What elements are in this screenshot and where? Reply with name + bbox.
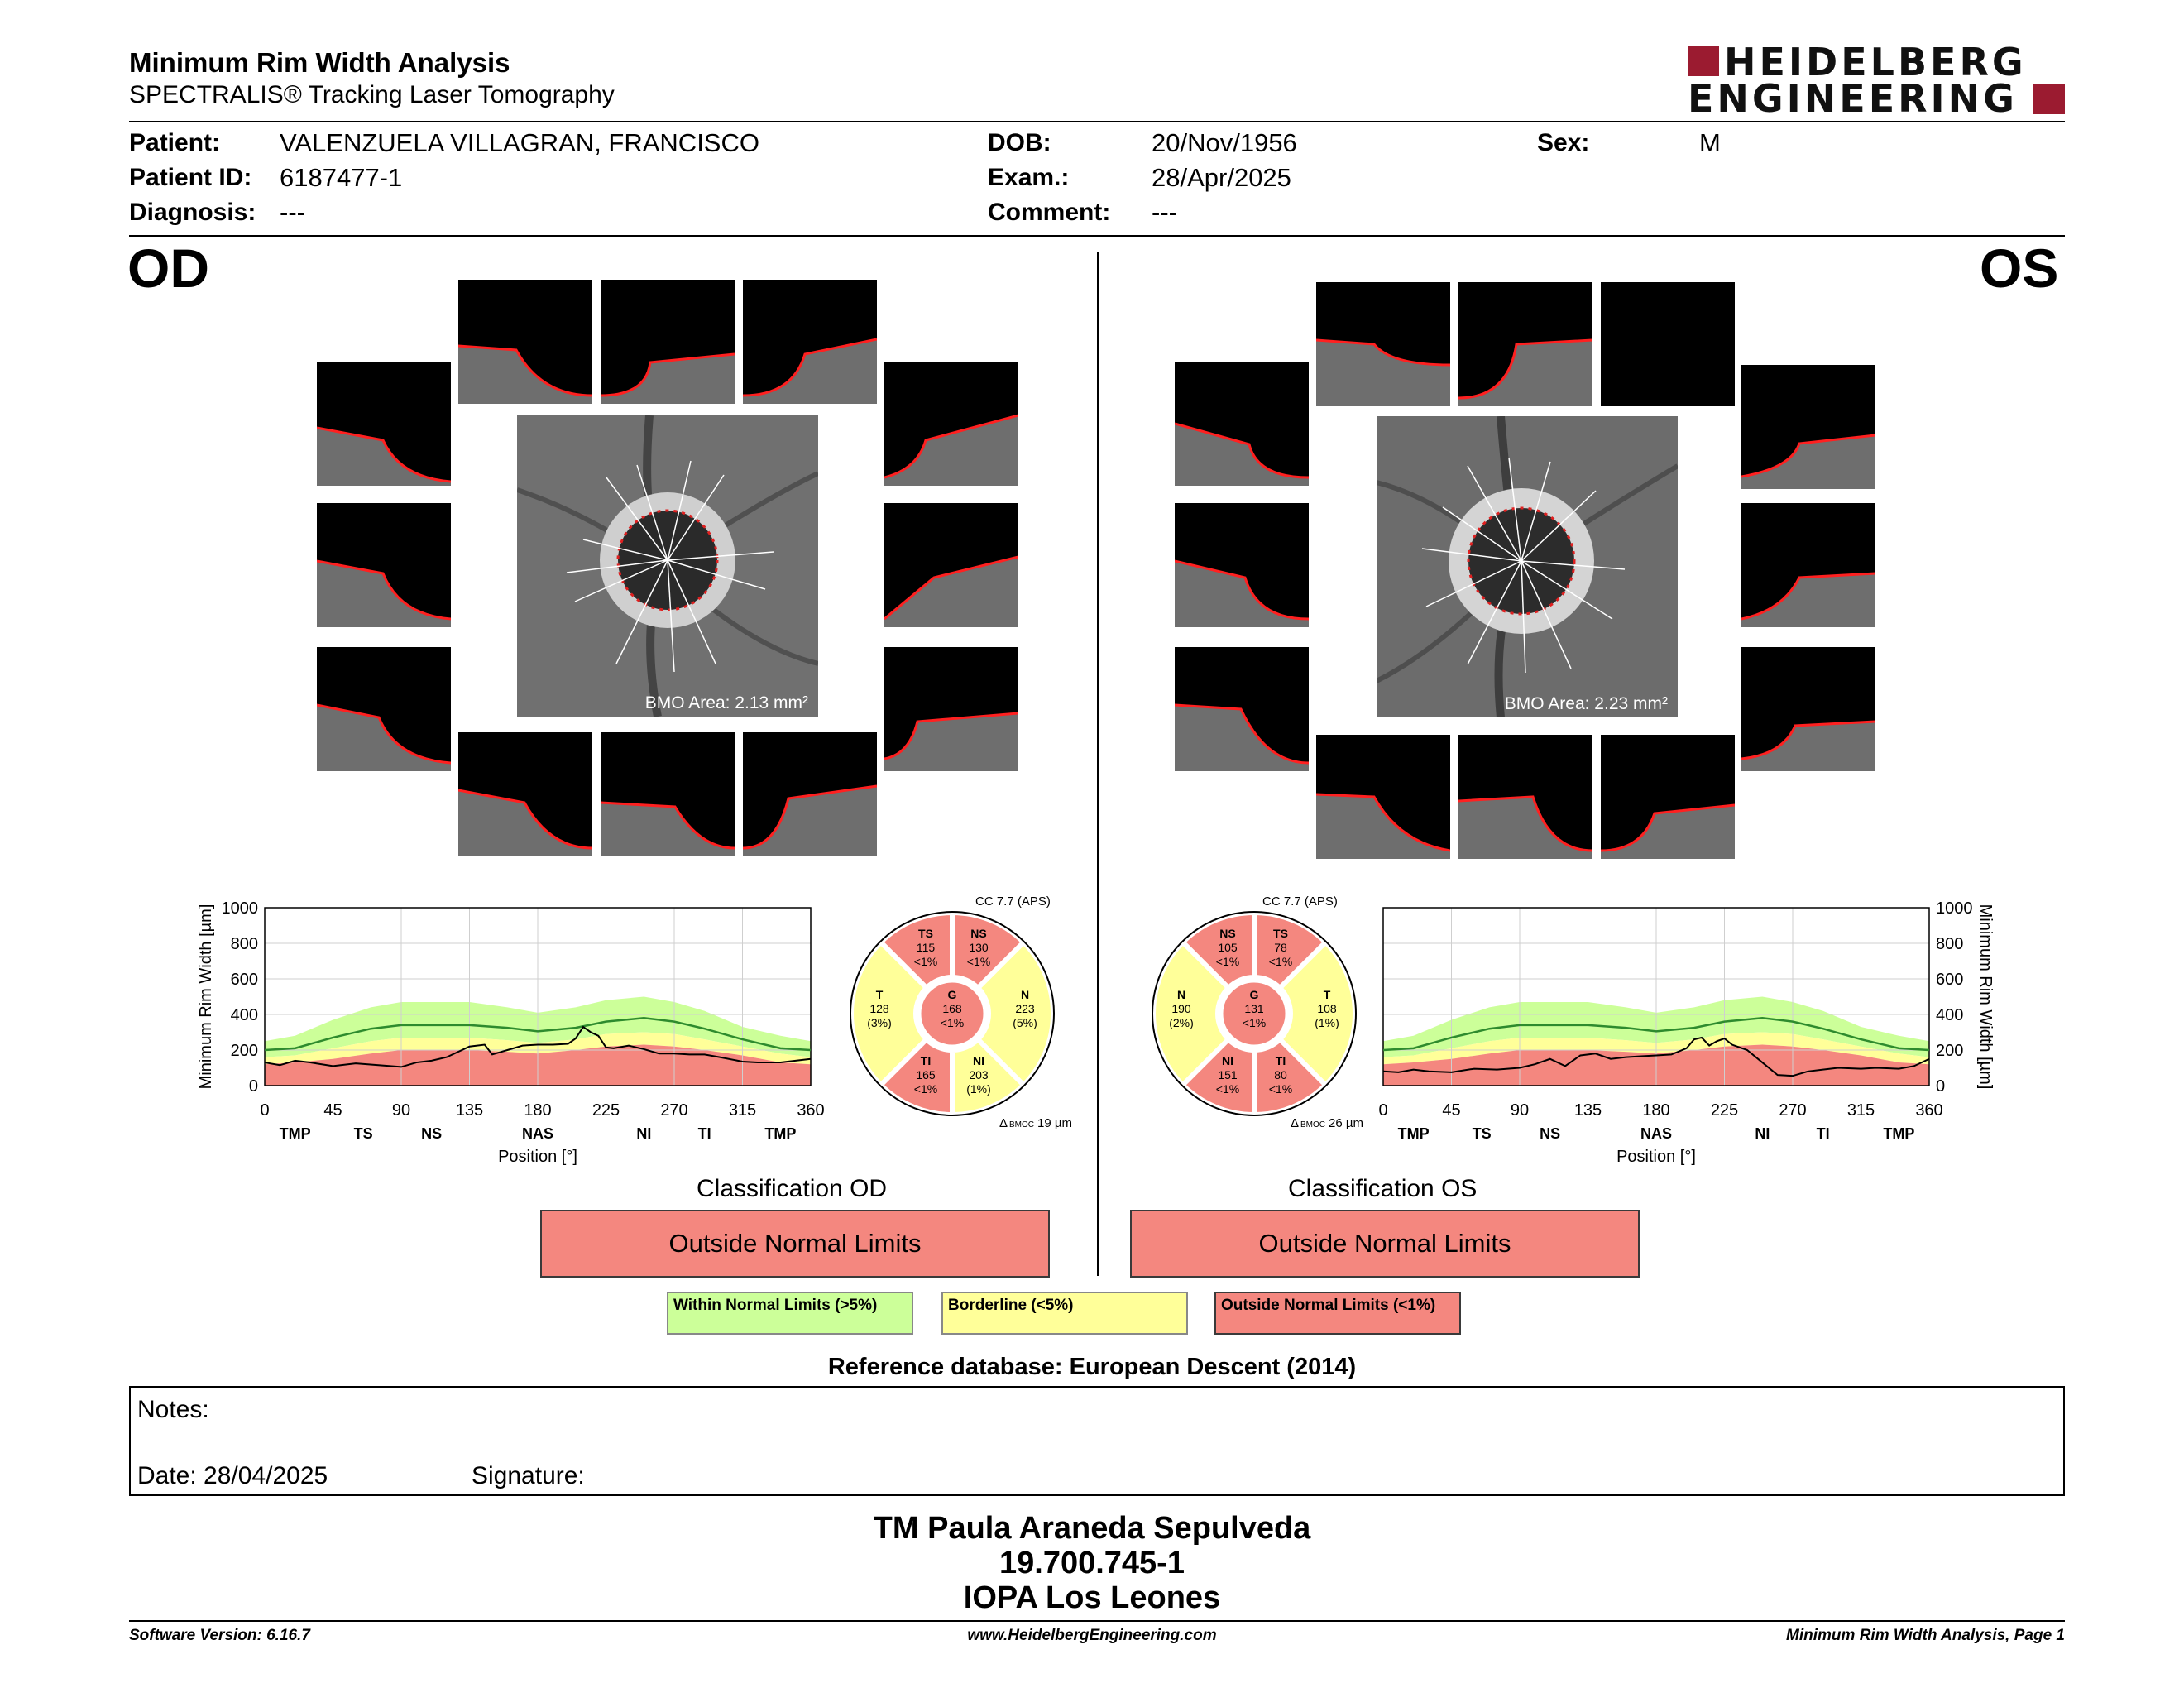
sector-diagram-os — [1133, 890, 1382, 1129]
bscan-os-left-3 — [1175, 647, 1309, 771]
sector-value-ni: 203 — [969, 1068, 989, 1081]
classification-od-result: Outside Normal Limits — [540, 1210, 1050, 1278]
sector-pct-g: <1% — [940, 1016, 965, 1029]
comment-label: Comment: — [988, 199, 1111, 226]
od-eye-label: OD — [127, 237, 209, 299]
dob-label: DOB: — [988, 129, 1051, 156]
bmo-area-od: BMO Area: 2.13 mm² — [644, 693, 808, 712]
classification-os-result: Outside Normal Limits — [1130, 1210, 1640, 1278]
sector-name-ti: TI — [920, 1054, 932, 1067]
bscan-od-left-3 — [317, 647, 451, 771]
bscan-os-bottom-3 — [1601, 735, 1735, 859]
bscan-od-left-2 — [317, 503, 451, 627]
date-label: Date: 28/04/2025 — [137, 1462, 328, 1489]
bmoc-sub: BMOC — [1300, 1120, 1325, 1129]
sector-pct-ni: (1%) — [966, 1082, 991, 1096]
sector-axis-label: TMP — [1883, 1125, 1915, 1142]
sector-value-g: 168 — [942, 1002, 962, 1015]
sector-name-ns: NS — [1219, 927, 1236, 940]
x-tick-label: 270 — [1779, 1101, 1807, 1120]
logo-line-2: ENGINEERING — [1688, 76, 2018, 121]
header-divider — [129, 121, 2065, 122]
legend-borderline: Borderline (<5%) — [941, 1292, 1188, 1335]
patient-value: VALENZUELA VILLAGRAN, FRANCISCO — [280, 128, 759, 157]
sector-name-t: T — [1323, 988, 1331, 1001]
sector-pct-t: (3%) — [867, 1016, 892, 1029]
bscan-os-left-2 — [1175, 503, 1309, 627]
x-tick-label: 315 — [1846, 1101, 1875, 1120]
y-tick-label: 600 — [1936, 971, 1964, 989]
y-tick-label: 600 — [230, 971, 258, 989]
x-tick-label: 225 — [1710, 1101, 1739, 1120]
bscan-od-bottom-2 — [601, 732, 735, 856]
y-tick-label: 1000 — [1936, 899, 1973, 918]
patient-divider — [129, 235, 2065, 237]
y-tick-label: 400 — [1936, 1006, 1964, 1024]
bscan-od-top-3 — [743, 280, 877, 404]
x-tick-label: 360 — [797, 1101, 825, 1120]
sector-axis-label: TMP — [764, 1125, 797, 1142]
bscan-od-bottom-1 — [458, 732, 592, 856]
mrw-chart-os-svg — [1334, 894, 1995, 1175]
x-tick-label: 90 — [391, 1101, 411, 1120]
bscan-od-top-1 — [458, 280, 592, 404]
sector-value-ts: 115 — [916, 941, 936, 954]
bscan-os-bottom-2 — [1458, 735, 1592, 859]
bscan-od-top-2 — [601, 280, 735, 404]
fundus-image-os — [1377, 416, 1678, 717]
x-tick-label: 225 — [592, 1101, 620, 1120]
bscan-os-top-3 — [1601, 282, 1735, 406]
x-tick-label: 0 — [260, 1101, 270, 1120]
x-tick-label: 45 — [1442, 1101, 1461, 1120]
bscan-od-bottom-3 — [743, 732, 877, 856]
bscan-od-left-1 — [317, 362, 451, 486]
legend-within-normal: Within Normal Limits (>5%) — [667, 1292, 913, 1335]
bscan-od-right-1 — [884, 362, 1018, 486]
sector-value-t: 108 — [1317, 1002, 1337, 1015]
report-subtitle: SPECTRALIS® Tracking Laser Tomography — [129, 81, 615, 108]
sector-value-ni: 151 — [1218, 1068, 1238, 1081]
sector-pct-ns: <1% — [966, 955, 991, 968]
sector-value-ns: 105 — [1218, 941, 1238, 954]
bscan-od-right-3 — [884, 647, 1018, 771]
sector-name-ts: TS — [918, 927, 933, 940]
sector-value-ns: 130 — [969, 941, 989, 954]
sector-pct-g: <1% — [1242, 1016, 1267, 1029]
y-tick-label: 800 — [1936, 935, 1964, 953]
logo-square-bottom — [2033, 84, 2065, 114]
x-axis-title: Position [°] — [498, 1148, 577, 1166]
signoff-place: IOPA Los Leones — [963, 1580, 1221, 1615]
report-title: Minimum Rim Width Analysis — [129, 47, 510, 78]
sector-name-ni: NI — [1222, 1054, 1233, 1067]
sector-name-ts: TS — [1273, 927, 1288, 940]
sector-pct-ti: <1% — [913, 1082, 938, 1096]
x-axis-title: Position [°] — [1616, 1148, 1696, 1166]
bmoc-sub: BMOC — [1009, 1120, 1034, 1129]
x-tick-label: 360 — [1915, 1101, 1943, 1120]
diagnosis-label: Diagnosis: — [129, 199, 256, 226]
diagnosis-value: --- — [280, 198, 305, 227]
bscan-os-right-1 — [1741, 365, 1875, 489]
y-tick-label: 0 — [1936, 1077, 1946, 1096]
sector-axis-label: NS — [1540, 1125, 1561, 1142]
sector-axis-label: NS — [421, 1125, 443, 1142]
sector-name-g: G — [947, 988, 957, 1001]
comment-value: --- — [1152, 198, 1177, 227]
patient-label: Patient: — [129, 129, 221, 156]
bscan-os-right-2 — [1741, 503, 1875, 627]
sector-value-ts: 78 — [1274, 941, 1287, 954]
y-tick-label: 400 — [230, 1006, 258, 1024]
footer-divider — [129, 1620, 2065, 1622]
x-tick-label: 180 — [524, 1101, 552, 1120]
logo-square-top — [1688, 46, 1719, 76]
sector-value-ti: 165 — [916, 1068, 936, 1081]
bmoc-delta: Δ — [999, 1116, 1008, 1129]
bmoc-delta: Δ — [1291, 1116, 1300, 1129]
cc-value: CC 7.7 (APS) — [975, 894, 1051, 909]
page-number: Minimum Rim Width Analysis, Page 1 — [1786, 1627, 2065, 1644]
mrw-chart-od-svg — [186, 894, 848, 1175]
sector-axis-label: TMP — [1397, 1125, 1430, 1142]
sector-axis-label: TI — [697, 1125, 711, 1142]
sector-value-n: 223 — [1015, 1002, 1035, 1015]
bscan-os-top-1 — [1316, 282, 1450, 406]
x-tick-label: 180 — [1642, 1101, 1670, 1120]
sector-name-ti: TI — [1275, 1054, 1286, 1067]
y-axis-title: Minimum Rim Width [µm] — [197, 904, 215, 1090]
notes-label: Notes: — [137, 1396, 209, 1423]
bscan-od-right-2 — [884, 503, 1018, 627]
dob-value: 20/Nov/1956 — [1152, 128, 1297, 157]
mrw-chart-os — [1334, 894, 1995, 1175]
bmo-area-os: BMO Area: 2.23 mm² — [1504, 694, 1668, 713]
classification-od-title: Classification OD — [697, 1175, 888, 1202]
y-axis-title: Minimum Rim Width [µm] — [1976, 904, 1995, 1090]
x-tick-label: 135 — [1573, 1101, 1602, 1120]
sector-axis-label: TMP — [279, 1125, 311, 1142]
sector-axis-label: NAS — [1640, 1125, 1673, 1142]
sector-pct-ti: <1% — [1268, 1082, 1293, 1096]
logo-line-1: HEIDELBERG — [1724, 40, 2027, 84]
x-tick-label: 315 — [728, 1101, 757, 1120]
legend-outside-normal: Outside Normal Limits (<1%) — [1214, 1292, 1461, 1335]
sector-name-ni: NI — [973, 1054, 984, 1067]
bmoc-value: 26 µm — [1329, 1116, 1363, 1129]
bscan-os-left-1 — [1175, 362, 1309, 486]
sector-value-n: 190 — [1171, 1002, 1191, 1015]
signoff-rut: 19.700.745-1 — [999, 1546, 1185, 1580]
software-version: Software Version: 6.16.7 — [129, 1627, 310, 1644]
sector-axis-label: TS — [353, 1125, 373, 1142]
sector-pct-ns: <1% — [1215, 955, 1240, 968]
x-tick-label: 90 — [1510, 1101, 1530, 1120]
sector-pct-n: (2%) — [1169, 1016, 1194, 1029]
sector-axis-label: TI — [1816, 1125, 1830, 1142]
signature-label: Signature: — [472, 1462, 585, 1489]
notes-box — [129, 1386, 2065, 1496]
sector-value-ti: 80 — [1274, 1068, 1287, 1081]
sector-axis-label: NAS — [521, 1125, 554, 1142]
x-tick-label: 270 — [660, 1101, 688, 1120]
sector-diagram-os-svg — [1133, 890, 1382, 1129]
y-tick-label: 1000 — [221, 899, 258, 918]
y-tick-label: 200 — [1936, 1042, 1964, 1060]
sector-axis-label: TS — [1472, 1125, 1492, 1142]
sector-axis-label: NI — [1755, 1125, 1770, 1142]
exam-label: Exam.: — [988, 164, 1070, 191]
x-tick-label: 135 — [455, 1101, 484, 1120]
signoff-name: TM Paula Araneda Sepulveda — [873, 1511, 1311, 1546]
y-tick-label: 200 — [230, 1042, 258, 1060]
patient-id-label: Patient ID: — [129, 164, 252, 191]
sector-value-g: 131 — [1244, 1002, 1264, 1015]
reference-database: Reference database: European Descent (2014) — [827, 1354, 1357, 1380]
sector-diagram-od — [831, 890, 1080, 1129]
bmoc-value: 19 µm — [1037, 1116, 1072, 1129]
sector-value-t: 128 — [869, 1002, 889, 1015]
sex-value: M — [1699, 128, 1721, 157]
sector-pct-t: (1%) — [1315, 1016, 1339, 1029]
sector-diagram-od-svg — [831, 890, 1080, 1129]
sector-pct-ts: <1% — [1268, 955, 1293, 968]
sector-axis-label: NI — [636, 1125, 652, 1142]
sector-name-n: N — [1020, 988, 1030, 1001]
sector-pct-n: (5%) — [1013, 1016, 1037, 1029]
os-eye-label: OS — [1980, 237, 2059, 299]
fundus-image-od — [517, 415, 818, 717]
center-divider — [1097, 252, 1099, 1276]
mrw-chart-od — [186, 894, 848, 1175]
y-tick-label: 0 — [248, 1077, 258, 1096]
classification-os-title: Classification OS — [1288, 1175, 1478, 1202]
x-tick-label: 45 — [323, 1101, 342, 1120]
cc-value: CC 7.7 (APS) — [1262, 894, 1338, 909]
bscan-os-right-3 — [1741, 647, 1875, 771]
website-link[interactable]: www.HeidelbergEngineering.com — [967, 1627, 1217, 1644]
bscan-os-top-2 — [1458, 282, 1592, 406]
sex-label: Sex: — [1537, 129, 1590, 156]
sector-pct-ts: <1% — [913, 955, 938, 968]
x-tick-label: 0 — [1378, 1101, 1388, 1120]
sector-name-n: N — [1176, 988, 1186, 1001]
sector-name-ns: NS — [970, 927, 987, 940]
heidelberg-logo — [1688, 40, 2065, 121]
patient-id-value: 6187477-1 — [280, 163, 403, 192]
sector-name-t: T — [875, 988, 884, 1001]
bscan-os-bottom-1 — [1316, 735, 1450, 859]
exam-value: 28/Apr/2025 — [1152, 163, 1291, 192]
y-tick-label: 800 — [230, 935, 258, 953]
sector-pct-ni: <1% — [1215, 1082, 1240, 1096]
sector-name-g: G — [1249, 988, 1259, 1001]
